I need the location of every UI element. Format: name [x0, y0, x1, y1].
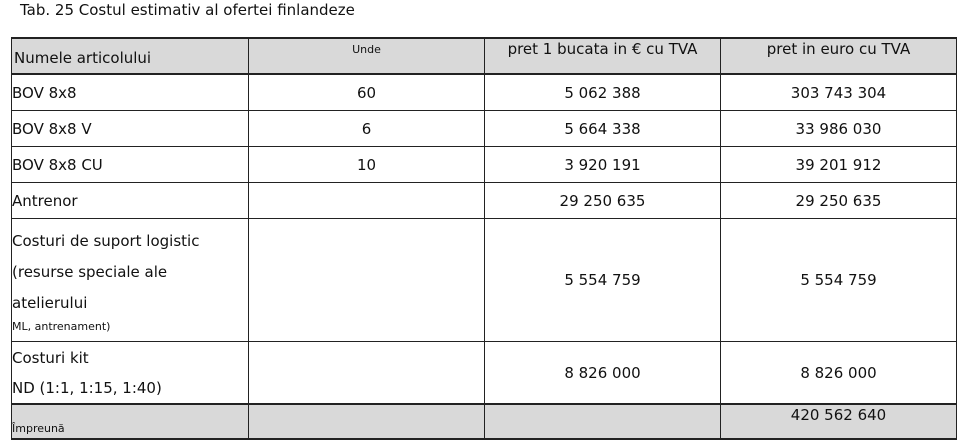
cell-quantity — [249, 183, 485, 219]
table-row-kit — [12, 342, 957, 405]
table-row — [12, 111, 957, 147]
cell-item-name — [12, 219, 249, 342]
cell-item-name: BOV 8x8 — [12, 74, 249, 111]
footer-total: 420 562 640 — [721, 404, 957, 439]
cell-total-price: 5 554 759 — [721, 219, 957, 342]
cell-total-price: 33 986 030 — [721, 111, 957, 147]
cell-total-price: 303 743 304 — [721, 74, 957, 111]
table-row — [12, 147, 957, 183]
cell-item-name: BOV 8x8 V — [12, 111, 249, 147]
cell-unit-price: 3 920 191 — [485, 147, 721, 183]
table-row — [12, 183, 957, 219]
cell-unit-price: 5 554 759 — [485, 219, 721, 342]
logistics-line-4: ML, antrenament) — [12, 319, 111, 333]
cell-unit-price: 5 062 388 — [485, 74, 721, 111]
cell-quantity: 10 — [249, 147, 485, 183]
cell-quantity: 60 — [249, 74, 485, 111]
cell-quantity — [249, 219, 485, 342]
kit-line-2: ND (1:1, 1:15, 1:40) — [12, 378, 162, 397]
cell-total-price: 29 250 635 — [721, 183, 957, 219]
cell-quantity: 6 — [249, 111, 485, 147]
table-row — [12, 74, 957, 111]
cell-item-name — [12, 342, 249, 405]
table-caption: Tab. 25 Costul estimativ al ofertei finlandeze — [20, 1, 355, 19]
cell-total-price: 8 826 000 — [721, 342, 957, 405]
cell-total-price: 39 201 912 — [721, 147, 957, 183]
table-header-row — [12, 38, 957, 74]
cell-quantity — [249, 342, 485, 405]
kit-line-1: Costuri kit — [12, 348, 89, 367]
cell-item-name: BOV 8x8 CU — [12, 147, 249, 183]
table-row-logistics — [12, 219, 957, 342]
header-item-name: Numele articolului — [12, 38, 249, 74]
logistics-line-2: (resurse speciale ale — [12, 262, 168, 281]
cell-unit-price: 5 664 338 — [485, 111, 721, 147]
header-unit-price: pret 1 bucata in € cu TVA — [485, 38, 721, 74]
logistics-line-1: Costuri de suport logistic — [12, 231, 200, 250]
cell-unit-price: 8 826 000 — [485, 342, 721, 405]
cost-table — [11, 37, 957, 440]
cell-item-name: Antrenor — [12, 183, 249, 219]
logistics-line-3: atelierului — [12, 293, 88, 312]
footer-label: Împreună — [12, 404, 249, 439]
cell-unit-price: 29 250 635 — [485, 183, 721, 219]
header-total-price: pret in euro cu TVA — [721, 38, 957, 74]
header-quantity: Unde — [249, 38, 485, 74]
